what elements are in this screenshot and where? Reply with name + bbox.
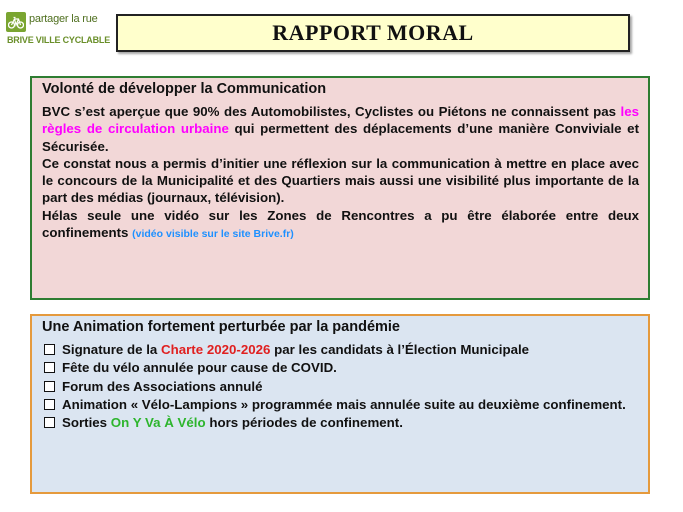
charter-highlight: Charte 2020-2026 [161,342,271,357]
p1-text-b: qui permettent des déplacements d’une manière Conviviale et Sécurisée. [42,121,639,154]
p1-text-a: BVC s’est aperçue que 90% des Automobilistes, Cyclistes ou Piétons ne connaissent pas [42,104,621,119]
p3-text: Hélas seule une vidéo sur les Zones de Rencontres a pu être élaborée entre deux confinements [42,207,639,241]
animation-section [30,314,650,494]
video-note: (vidéo visible sur le site Brive.fr) [132,228,294,241]
item5-text-b: hors périodes de confinement. [205,415,403,431]
bicycle-icon [6,12,26,32]
item3-text: Forum des Associations annulé [62,378,263,394]
page-title: RAPPORT MORAL [272,20,474,45]
item4-text: Animation « Vélo-Lampions » programmée mais annulée suite au deuxième confinement. [62,396,626,412]
animation-heading: Une Animation fortement perturbée par la pandémie [42,319,400,335]
communication-paragraph-2: Ce constat nous a permis d’initier une réflexion sur la communication à mettre en place avec le concours de la Municipalité et des Quartiers mais aussi une visibilité plus importante de la part des médias (journaux, télévision). [42,155,639,206]
traffic-rules-highlight: les règles de circulation urbaine [42,104,639,137]
logo-text-top: partager la rue [29,13,98,25]
list-item [42,396,639,413]
list-item [42,359,639,376]
checkbox-bullet-icon [44,344,55,355]
item2-text: Fête du vélo annulée pour cause de COVID. [62,360,337,376]
item1-text-b: par les candidats à l’Élection Municipale [270,342,530,357]
communication-paragraph-1 [42,103,639,155]
title-banner [116,14,630,52]
logo [6,10,111,50]
logo-text-bottom: BRIVE VILLE CYCLABLE [7,35,111,45]
communication-section [30,76,650,300]
list-item [42,341,639,358]
checkbox-bullet-icon [44,417,55,428]
communication-heading: Volonté de développer la Communication [42,81,327,97]
list-item [42,378,639,395]
animation-list [42,341,639,431]
checkbox-bullet-icon [44,381,55,392]
communication-paragraph-3 [42,207,639,244]
outings-highlight: On Y Va À Vélo [110,415,206,431]
item5-text-a: Sorties [62,415,111,431]
item1-text-a: Signature de la [62,342,162,357]
list-item [42,414,639,431]
checkbox-bullet-icon [44,399,55,410]
checkbox-bullet-icon [44,362,55,373]
